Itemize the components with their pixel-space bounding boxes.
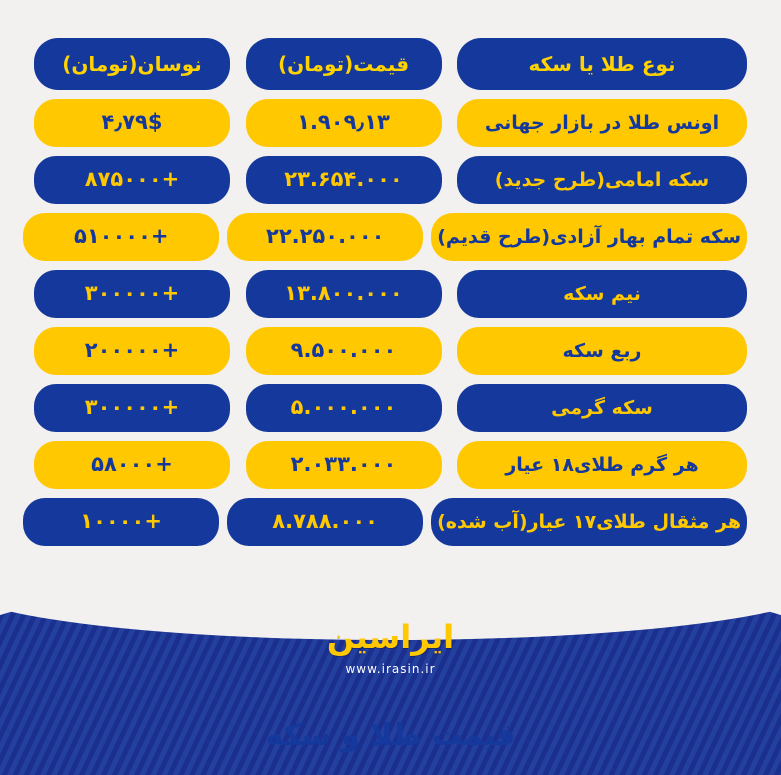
row-fluctuation: +۳۰۰۰۰۰ xyxy=(34,270,230,318)
row-price: ۸.۷۸۸.۰۰۰ xyxy=(227,498,423,546)
table-row xyxy=(34,384,747,432)
row-price: ۲۲.۲۵۰.۰۰۰ xyxy=(227,213,423,261)
header-cell-fluctuation: نوسان(تومان) xyxy=(34,38,230,90)
row-price: ۲۳.۶۵۴.۰۰۰ xyxy=(246,156,442,204)
table-row xyxy=(34,441,747,489)
brand-url[interactable]: www.irasin.ir xyxy=(345,662,436,676)
table-row xyxy=(34,156,747,204)
row-fluctuation: +۳۰۰۰۰۰ xyxy=(34,384,230,432)
brand-block xyxy=(0,618,781,676)
table-row xyxy=(34,327,747,375)
row-price: ۵.۰۰۰.۰۰۰ xyxy=(246,384,442,432)
row-name: سکه گرمی xyxy=(457,384,747,432)
row-fluctuation: ۴٫۷۹$ xyxy=(34,99,230,147)
header-cell-price: قیمت(تومان) xyxy=(246,38,442,90)
table-row xyxy=(34,213,747,261)
row-price: ۲.۰۳۳.۰۰۰ xyxy=(246,441,442,489)
row-name: نیم سکه xyxy=(457,270,747,318)
table-row xyxy=(34,99,747,147)
table-row xyxy=(34,498,747,546)
row-name: هر مثقال طلای۱۷ عیار(آب شده) xyxy=(431,498,747,546)
brand-footer-panel xyxy=(0,560,781,775)
row-fluctuation: +۵۱۰۰۰۰ xyxy=(23,213,219,261)
brand-logo: ایراسین xyxy=(326,618,455,656)
row-fluctuation: +۸۷۵۰۰۰ xyxy=(34,156,230,204)
row-name: هر گرم طلای۱۸ عیار xyxy=(457,441,747,489)
row-fluctuation: +۱۰۰۰۰ xyxy=(23,498,219,546)
page-title: قیمت طلا و سکه xyxy=(265,718,516,753)
row-name: سکه تمام بهار آزادی(طرح قدیم) xyxy=(431,213,747,261)
header-cell-name: نوع طلا یا سکه xyxy=(457,38,747,90)
row-name: سکه امامی(طرح جدید) xyxy=(457,156,747,204)
price-table xyxy=(0,38,781,555)
table-row xyxy=(34,270,747,318)
row-name: ربع سکه xyxy=(457,327,747,375)
row-price: ۱۳.۸۰۰.۰۰۰ xyxy=(246,270,442,318)
table-header-row xyxy=(34,38,747,90)
row-price: ۹.۵۰۰.۰۰۰ xyxy=(246,327,442,375)
row-fluctuation: +۲۰۰۰۰۰ xyxy=(34,327,230,375)
row-fluctuation: +۵۸۰۰۰ xyxy=(34,441,230,489)
row-price: ۱.۹۰۹٫۱۳ xyxy=(246,99,442,147)
row-name: اونس طلا در بازار جهانی xyxy=(457,99,747,147)
